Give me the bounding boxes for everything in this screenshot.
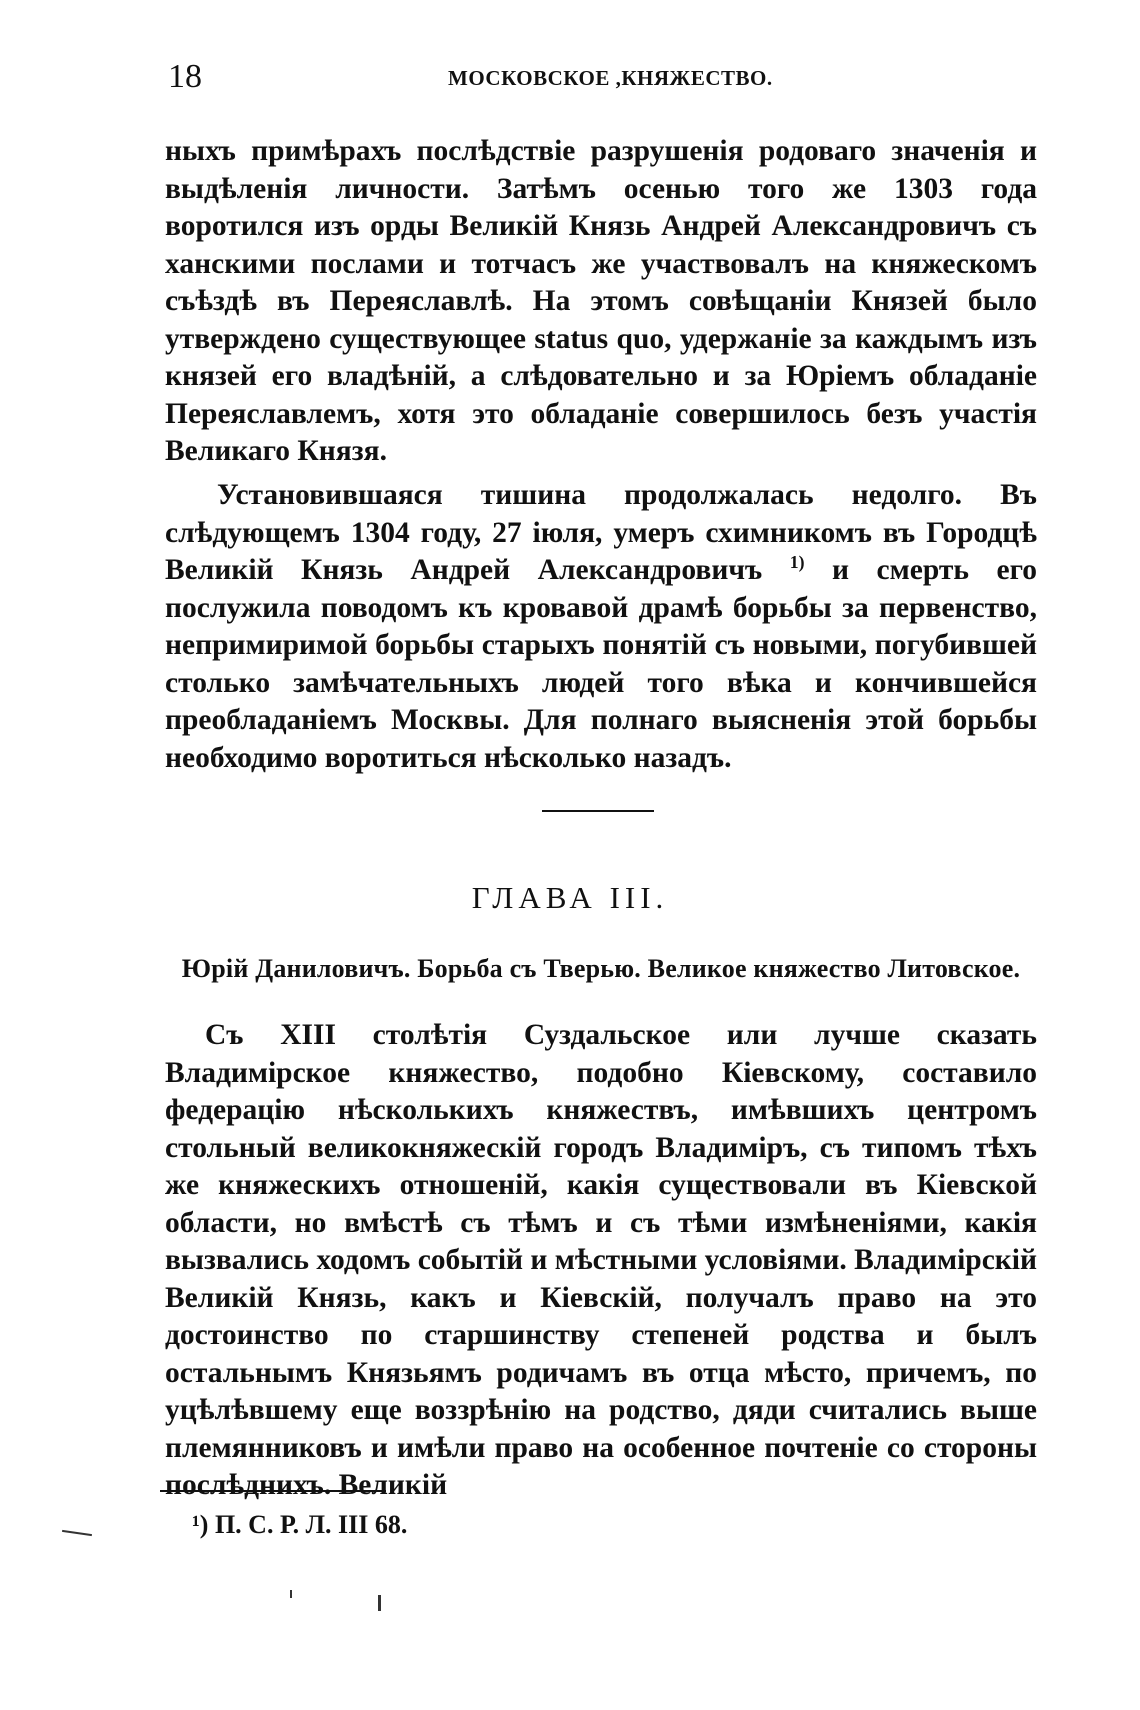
paragraph-text-end: и смерть его послужила поводомъ къ кровавой драмѣ борьбы за первенство, непримиримой борьбы старыхъ понятій съ новыми, погубившей столько замѣчательныхъ людей того вѣка и кончившейся преобладаніемъ Москвы. Для полнаго выясненія этой борьбы необходимо воротиться нѣсколько назадъ. xyxy=(165,554,1037,774)
paragraph-text: Съ XIII столѣтія Суздальское или лучше сказать Владимірское княжество, подобно Кіевскому, составило федерацію нѣсколькихъ княжествъ, имѣвшихъ центромъ стольный великокняжескій городъ Владиміръ, съ типомъ тѣхъ же княжескихъ отношеній, какія существовали въ Кіевской области, но вмѣстѣ съ тѣмъ и съ тѣми измѣненіями, какія вызвались ходомъ событій и мѣстными условіями. Владимірскій Великій Князь, какъ и Кіевскій, получалъ право на это достоинство по старшинству степеней родства и былъ остальнымъ Князьямъ родичамъ въ отца мѣсто, причемъ, по уцѣлѣвшему еще воззрѣнію на родство, дяди считались выше племянниковъ и имѣли право на особенное почтеніе со стороны послѣднихъ. Великій xyxy=(165,1019,1037,1501)
scan-mark xyxy=(290,1590,292,1598)
paragraph xyxy=(165,477,1037,777)
running-head xyxy=(168,58,1038,98)
chapter-paragraph xyxy=(165,1017,1037,1505)
chapter-summary: Юрій Даниловичъ. Борьба съ Тверью. Великое княжество Литовское. xyxy=(181,954,1021,983)
scan-mark xyxy=(378,1595,381,1611)
chapter-title: ГЛАВА III. xyxy=(471,880,669,915)
section-divider xyxy=(542,810,654,812)
paragraph-text: ныхъ примѣрахъ послѣдствіе разрушенія родоваго значенія и выдѣленія личности. Затѣмъ осенью того же 1303 года воротился изъ орды Великій Князь Андрей Александровичъ съ ханскими послами и тотчасъ же участвовалъ на княжескомъ съѣздѣ въ Переяславлѣ. На этомъ совѣщаніи Князей было утверждено существующее status quo, удержаніе за каждымъ изъ князей его владѣній, а слѣдовательно и за Юріемъ обладаніе Переяславлемъ, хотя это обладаніе совершилось безъ участія Великаго Князя. xyxy=(165,135,1037,467)
paragraph-text-start: Установившаяся тишина продолжалась недолго. Въ слѣдующемъ 1304 году, 27 іюля, умеръ схимникомъ въ Городцѣ Великій Князь Андрей Александровичъ xyxy=(165,479,1037,586)
continued-paragraph xyxy=(165,133,1037,471)
running-title: МОСКОВСКОЕ ,КНЯЖЕСТВО. xyxy=(448,66,773,90)
scan-mark xyxy=(62,1530,92,1536)
footnote: ¹) П. С. Р. Л. III 68. xyxy=(192,1510,408,1539)
page-number: 18 xyxy=(168,58,202,95)
footnote-divider xyxy=(160,1490,386,1492)
footnote-marker: 1) xyxy=(789,552,805,573)
paragraph-text xyxy=(165,477,1037,777)
